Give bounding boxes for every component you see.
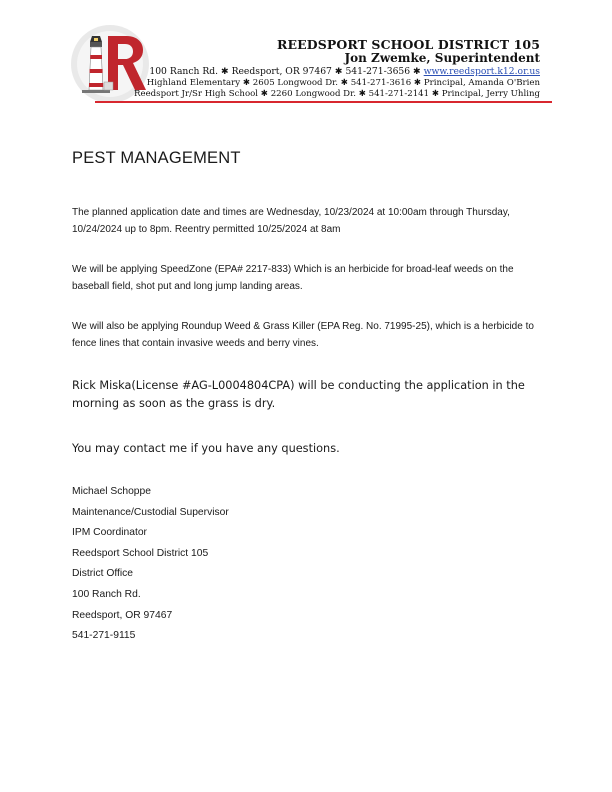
district-name: REEDSPORT SCHOOL DISTRICT 105 [277,37,540,52]
speedzone-paragraph: We will be applying SpeedZone (EPA# 2217-833) Which is an herbicide for broad-leaf weeds on the baseball field, shot put and long jump landing areas. [72,264,514,292]
contact-paragraph: You may contact me if you have any questions. [72,442,340,455]
letterhead-divider [95,101,552,103]
letter-title: PEST MANAGEMENT [72,149,241,167]
signer-phone: 541-271-9115 [72,630,136,642]
address-text: 100 Ranch Rd. ✱ Reedsport, OR 97467 ✱ 541-271-3656 ✱ [149,66,424,77]
district-address [134,66,540,78]
highschool-line: Reedsport Jr/Sr High School ✱ 2260 Longwood Dr. ✱ 541-271-2141 ✱ Principal, Jerry Uhling [134,89,540,99]
signer-office: District Office [72,568,134,580]
roundup-paragraph: We will also be applying Roundup Weed & Grass Killer (EPA Reg. No. 71995-25), which is a herbicide to fence lines that contain invasive weeds and berry vines. [72,321,534,349]
signature-block [72,485,229,650]
superintendent: Jon Zwemke, Superintendent [344,51,540,65]
website-link[interactable]: www.reedsport.k12.or.us [423,66,540,77]
letterhead [134,38,540,100]
applicator-paragraph: Rick Miska(License #AG-L0004804CPA) will be conducting the application in the morning as soon as the grass is dry. [72,379,525,410]
signer-organization: Reedsport School District 105 [72,547,209,559]
signer-name: Michael Schoppe [72,486,151,497]
signer-street: 100 Ranch Rd. [72,588,141,600]
elementary-line: Highland Elementary ✱ 2605 Longwood Dr. ✱ 541-271-3616 ✱ Principal, Amanda O'Brien [146,78,540,88]
signer-role: IPM Coordinator [72,527,147,539]
signer-title: Maintenance/Custodial Supervisor [72,506,229,518]
schedule-paragraph: The planned application date and times are Wednesday, 10/23/2024 at 10:00am through Thursday, 10/24/2024 up to 8pm. Reentry permitted 10/25/2024 at 8am [72,207,510,235]
signer-city: Reedsport, OR 97467 [72,609,173,621]
